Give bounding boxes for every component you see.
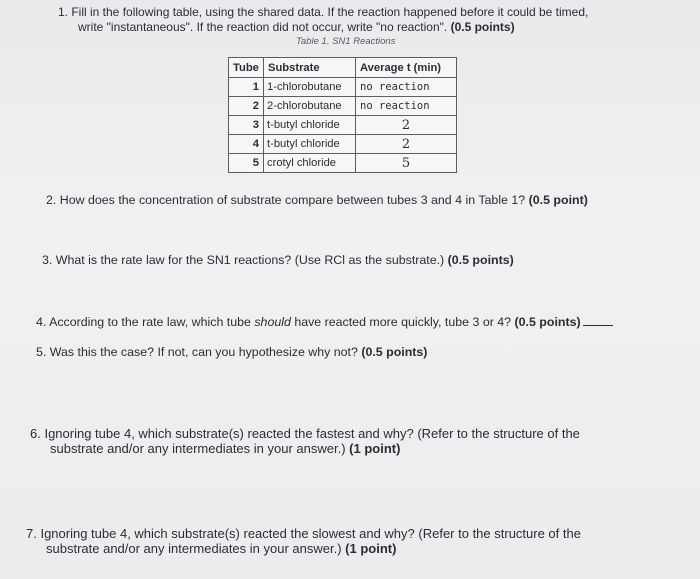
question-1-line2-text: write "instantaneous". If the reaction did not occur, write "no reaction".	[78, 20, 448, 34]
question-6	[30, 426, 580, 456]
header-time: Average t (min)	[356, 58, 457, 78]
question-6-line1: 6. Ignoring tube 4, which substrate(s) reacted the fastest and why? (Refer to the structure of the	[30, 426, 580, 441]
question-2	[46, 193, 588, 208]
cell-tube: 4	[229, 135, 264, 154]
question-6-line2: substrate and/or any intermediates in your answer.)	[50, 441, 346, 456]
answer-blank-line	[583, 315, 613, 326]
question-1-points: (0.5 points)	[450, 20, 515, 34]
cell-substrate: 2-chlorobutane	[264, 97, 356, 116]
question-7-line2: substrate and/or any intermediates in your answer.)	[46, 541, 342, 556]
question-7-points: (1 point)	[345, 541, 397, 556]
cell-time: 2	[356, 135, 457, 154]
question-4-text-end: have reacted more quickly, tube 3 or 4?	[294, 315, 512, 329]
question-5-text: 5. Was this the case? If not, can you hypothesize why not?	[36, 345, 358, 359]
cell-substrate: t-butyl chloride	[264, 135, 356, 154]
question-3-text: 3. What is the rate law for the SN1 reactions? (Use RCl as the substrate.)	[42, 253, 445, 267]
question-3-points: (0.5 points)	[447, 253, 514, 267]
cell-tube: 1	[229, 78, 264, 97]
cell-tube: 2	[229, 97, 264, 116]
table-row	[229, 78, 457, 97]
cell-tube: 3	[229, 116, 264, 135]
cell-tube: 5	[229, 154, 264, 173]
cell-substrate: 1-chlorobutane	[264, 78, 356, 97]
cell-substrate: t-butyl chloride	[264, 116, 356, 135]
question-4-emphasis: should	[254, 315, 291, 329]
table-row	[229, 154, 457, 173]
question-1	[58, 5, 588, 35]
question-1-line2	[58, 20, 588, 35]
header-tube: Tube	[229, 58, 264, 78]
question-4-points: (0.5 points)	[514, 315, 581, 329]
table-row	[229, 116, 457, 135]
question-6-line2-wrap	[30, 441, 580, 456]
table-caption: Table 1. SN1 Reactions	[296, 36, 396, 47]
question-4	[36, 315, 613, 330]
cell-time: 5	[356, 154, 457, 173]
table-header-row	[229, 58, 457, 78]
question-7-line2-wrap	[26, 541, 581, 556]
cell-time: 2	[356, 116, 457, 135]
cell-time: no reaction	[356, 78, 457, 97]
question-5-points: (0.5 points)	[361, 345, 428, 359]
question-7	[26, 526, 581, 556]
question-1-line1: 1. Fill in the following table, using the shared data. If the reaction happened before it could be timed,	[58, 5, 589, 19]
cell-time: no reaction	[356, 97, 457, 116]
question-7-line1: 7. Ignoring tube 4, which substrate(s) reacted the slowest and why? (Refer to the structure of the	[26, 526, 581, 541]
question-4-text: 4. According to the rate law, which tube	[36, 315, 251, 329]
question-6-points: (1 point)	[349, 441, 401, 456]
question-5	[36, 345, 427, 360]
header-substrate: Substrate	[264, 58, 356, 78]
reactions-table	[228, 57, 457, 173]
table-row	[229, 97, 457, 116]
question-2-text: 2. How does the concentration of substrate compare between tubes 3 and 4 in Table 1?	[46, 193, 526, 207]
table-row	[229, 135, 457, 154]
question-3	[42, 253, 514, 268]
cell-substrate: crotyl chloride	[264, 154, 356, 173]
question-2-points: (0.5 point)	[528, 193, 588, 207]
